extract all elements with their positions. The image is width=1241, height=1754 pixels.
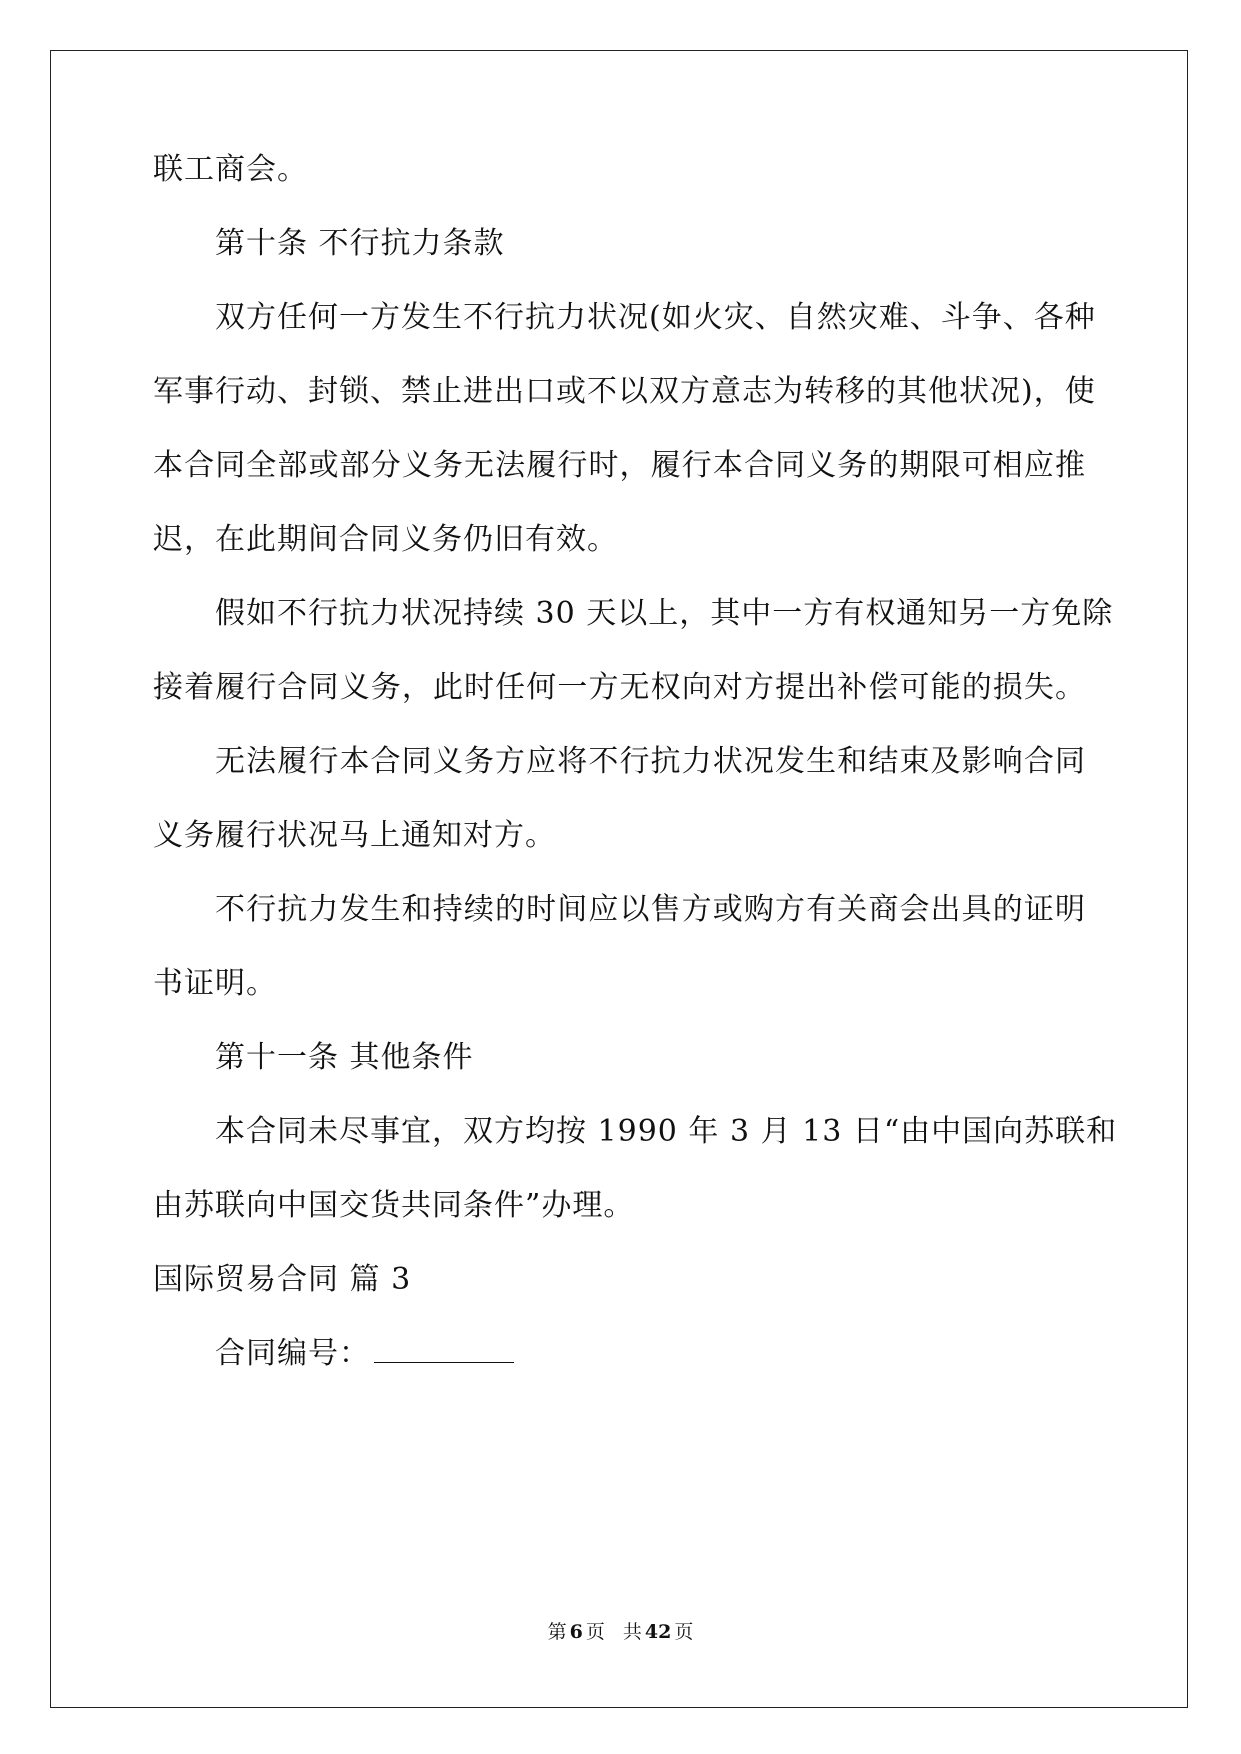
text-line-12: 书证明。 <box>153 966 277 1001</box>
contract-number-label: 合同编号： <box>215 1336 370 1371</box>
section-heading-article-11: 第十一条 其他条件 <box>215 1040 474 1075</box>
text-line-8: 接着履行合同义务，此时任何一方无权向对方提出补偿可能的损失。 <box>153 670 1086 705</box>
page-suffix: 页 <box>585 1621 605 1643</box>
text-line-11: 不行抗力发生和持续的时间应以售方或购方有关商会出具的证明 <box>215 892 1086 927</box>
text-line-5: 本合同全部或部分义务无法履行时，履行本合同义务的期限可相应推 <box>153 448 1086 483</box>
text-line-1: 联工商会。 <box>153 152 308 187</box>
contract-title: 国际贸易合同 篇 3 <box>153 1262 412 1297</box>
page-footer <box>0 1620 1241 1644</box>
contract-number-row <box>215 1334 514 1374</box>
page-number: 6 <box>569 1621 583 1643</box>
total-suffix: 页 <box>674 1621 694 1643</box>
text-line-9: 无法履行本合同义务方应将不行抗力状况发生和结束及影响合同 <box>215 744 1086 779</box>
contract-number-blank <box>374 1336 514 1363</box>
section-heading-article-10: 第十条 不行抗力条款 <box>215 226 505 261</box>
text-line-4: 军事行动、封锁、禁止进出口或不以双方意志为转移的其他状况)，使 <box>153 374 1096 409</box>
page-prefix: 第 <box>547 1621 567 1643</box>
text-line-7: 假如不行抗力状况持续 30 天以上，其中一方有权通知另一方免除 <box>215 596 1114 631</box>
text-line-14: 本合同未尽事宜，双方均按 1990 年 3 月 13 日“由中国向苏联和 <box>215 1114 1118 1149</box>
text-line-6: 迟，在此期间合同义务仍旧有效。 <box>153 522 618 557</box>
total-prefix: 共 <box>622 1621 642 1643</box>
text-line-3: 双方任何一方发生不行抗力状况(如火灾、自然灾难、斗争、各种 <box>215 300 1096 335</box>
text-line-15: 由苏联向中国交货共同条件”办理。 <box>153 1188 635 1223</box>
total-pages: 42 <box>644 1621 672 1643</box>
text-line-10: 义务履行状况马上通知对方。 <box>153 818 556 853</box>
